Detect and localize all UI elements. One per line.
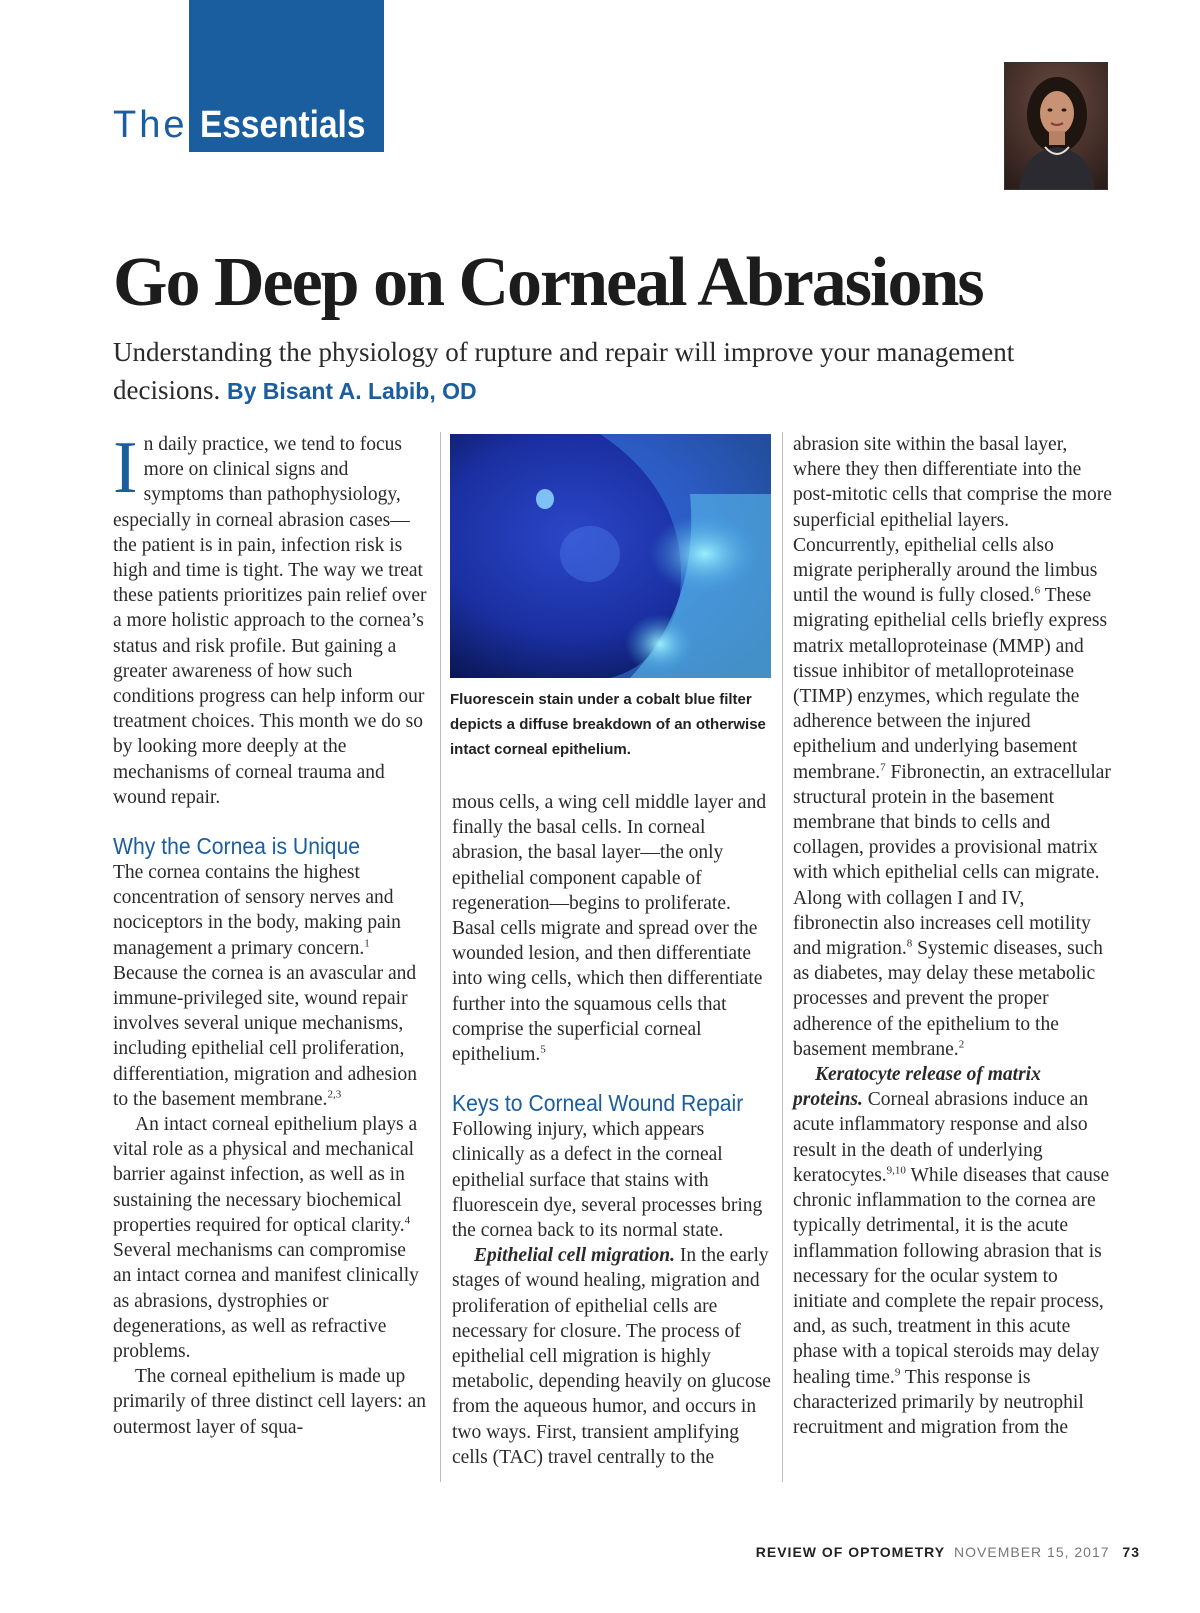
issue-date: NOVEMBER 15, 2017 [954, 1544, 1110, 1560]
reference-mark: 2,3 [327, 1088, 342, 1101]
paragraph: The cornea contains the highest concentration of sensory nerves and nociceptors in the body, making pain management a primary concern.$^1$ Because the cornea is an avascular and immune-privileged site, wound repair involves several unique mechanisms, including epithelial cell proliferation, differentiation, migration and adhesion to the basement membrane.$^{2,3}$ [113, 862, 417, 1110]
column-3 [793, 432, 1113, 1440]
reference-mark: 4 [404, 1214, 411, 1227]
byline: By Bisant A. Labib, OD [227, 378, 477, 404]
reference-mark: 1 [364, 937, 370, 950]
figure-caption: Fluorescein stain under a cobalt blue filter depicts a diffuse breakdown of an otherwise intact corneal epithelium. [450, 691, 766, 758]
reference-mark: 6 [1034, 584, 1041, 597]
subhead-why-cornea-unique: Why the Cornea is Unique [113, 833, 360, 860]
intro-text: n daily practice, we tend to focus more on clinical signs and symptoms than pathophysiology, especially in corneal abrasion cases—the patient is in pain, infection risk is high and time is tight. The way we treat these patients prioritizes pain relief over a more holistic approach to the cornea’s status and risk profile. But gaining a greater awareness of how such conditions progress can help inform our treatment choices. This month we do so by looking more deeply at the mechanisms of corneal trauma and wound repair. [113, 434, 427, 808]
article-deck [113, 333, 1073, 410]
column-rule-2 [782, 432, 783, 1482]
author-portrait-image [1005, 63, 1108, 190]
fluorescein-figure [450, 434, 771, 678]
deck-text: Understanding the physiology of rupture and repair will improve your management decisions. [113, 337, 1015, 405]
reference-mark: 9,10 [886, 1164, 906, 1177]
paragraph: Epithelial cell migration. In the early stages of wound healing, migration and proliferation of epithelial cells are necessary for closure. The process of epithelial cell migration is highly metabolic, depending heavily on glucose from the aqueous humor, and occurs in two ways. First, transient amplifying cells (TAC) travel centrally to the [452, 1245, 771, 1468]
paragraph: The corneal epithelium is made up primarily of three distinct cell layers: an outermost layer of squa- [113, 1366, 426, 1438]
article-headline: Go Deep on Corneal Abrasions [113, 244, 983, 321]
subhead-keys-to-repair: Keys to Corneal Wound Repair [452, 1090, 744, 1117]
magazine-name: REVIEW OF OPTOMETRY [755, 1544, 946, 1560]
paragraph: An intact corneal epithelium plays a vital role as a physical and mechanical barrier against infection, as well as in sustaining the necessary biochemical properties required for optical clarity.$^4$ Several mechanisms can compromise an intact cornea and manifest clinically as abrasions, dystrophies or degenerations, as well as refractive problems. [113, 1114, 419, 1362]
column-1 [113, 427, 429, 1440]
kicker-the: The [113, 104, 188, 146]
column-2 [452, 790, 772, 1470]
runin-epithelial-migration: Epithelial cell migration. [474, 1245, 675, 1267]
intro-paragraph [113, 427, 429, 810]
paragraph: mous cells, a wing cell middle layer and finally the basal cells. In corneal abrasion, the basal layer—the only epithelial component capable of regeneration—begins to proliferate. Basal cells migrate and spread over the wounded lesion, and then differentiate into wing cells, which then differentiate further into the squamous cells that comprise the superficial corneal epithelium.$^5$ [452, 792, 767, 1066]
runin-keratocyte-release: Keratocyte release of matrix proteins. [793, 1064, 1041, 1111]
cornea-stain-image [450, 434, 771, 678]
paragraph: Keratocyte release of matrix proteins. Corneal abrasions induce an acute inflammatory response and also result in the death of underlying keratocytes.$^{9,10}$ While diseases that cause chronic inflammation to the cornea are typically detrimental, it is the acute inflammation following abrasion that is necessary for the ocular system to initiate and complete the repair process, and, as such, treatment in this acute phase with a topical steroids may delay healing time.$^9$ This response is characterized primarily by neutrophil recruitment and migration from the [793, 1064, 1110, 1438]
author-photo [1004, 62, 1108, 190]
reference-mark: 2 [958, 1038, 965, 1051]
drop-cap: I [113, 427, 138, 509]
column-rule-1 [440, 432, 441, 1482]
reference-mark: 5 [540, 1043, 546, 1056]
page-footer [756, 1544, 1140, 1560]
paragraph: Following injury, which appears clinically as a defect in the corneal epithelial surface that stains with fluorescein dye, several processes bring the cornea back to its normal state. [452, 1119, 763, 1242]
reference-mark: 9 [894, 1366, 901, 1379]
page-number: 73 [1122, 1544, 1140, 1560]
paragraph: abrasion site within the basal layer, where they then differentiate into the post-mitotic cells that comprise the more superficial epithelial layers. Concurrently, epithelial cells also migrate peripherally around the limbus until the wound is fully closed.$^6$ These migrating epithelial cells briefly express matrix metalloproteinase (MMP) and tissue inhibitor of metalloproteinase (TIMP) enzymes, which regulate the adherence between the injured epithelium and underlying basement membrane.$^7$ Fibronectin, an extracellular structural protein in the basement membrane that binds to cells and collagen, provides a provisional matrix with which epithelial cells can migrate. Along with collagen I and IV, fibronectin also increases cell motility and migration.$^8$ Systemic diseases, such as diabetes, may delay these metabolic processes and prevent the proper adherence of the epithelium to the basement membrane.$^2$ [793, 434, 1112, 1060]
reference-mark: 8 [906, 937, 913, 950]
kicker-essentials: Essentials [200, 104, 366, 146]
reference-mark: 7 [880, 761, 886, 774]
